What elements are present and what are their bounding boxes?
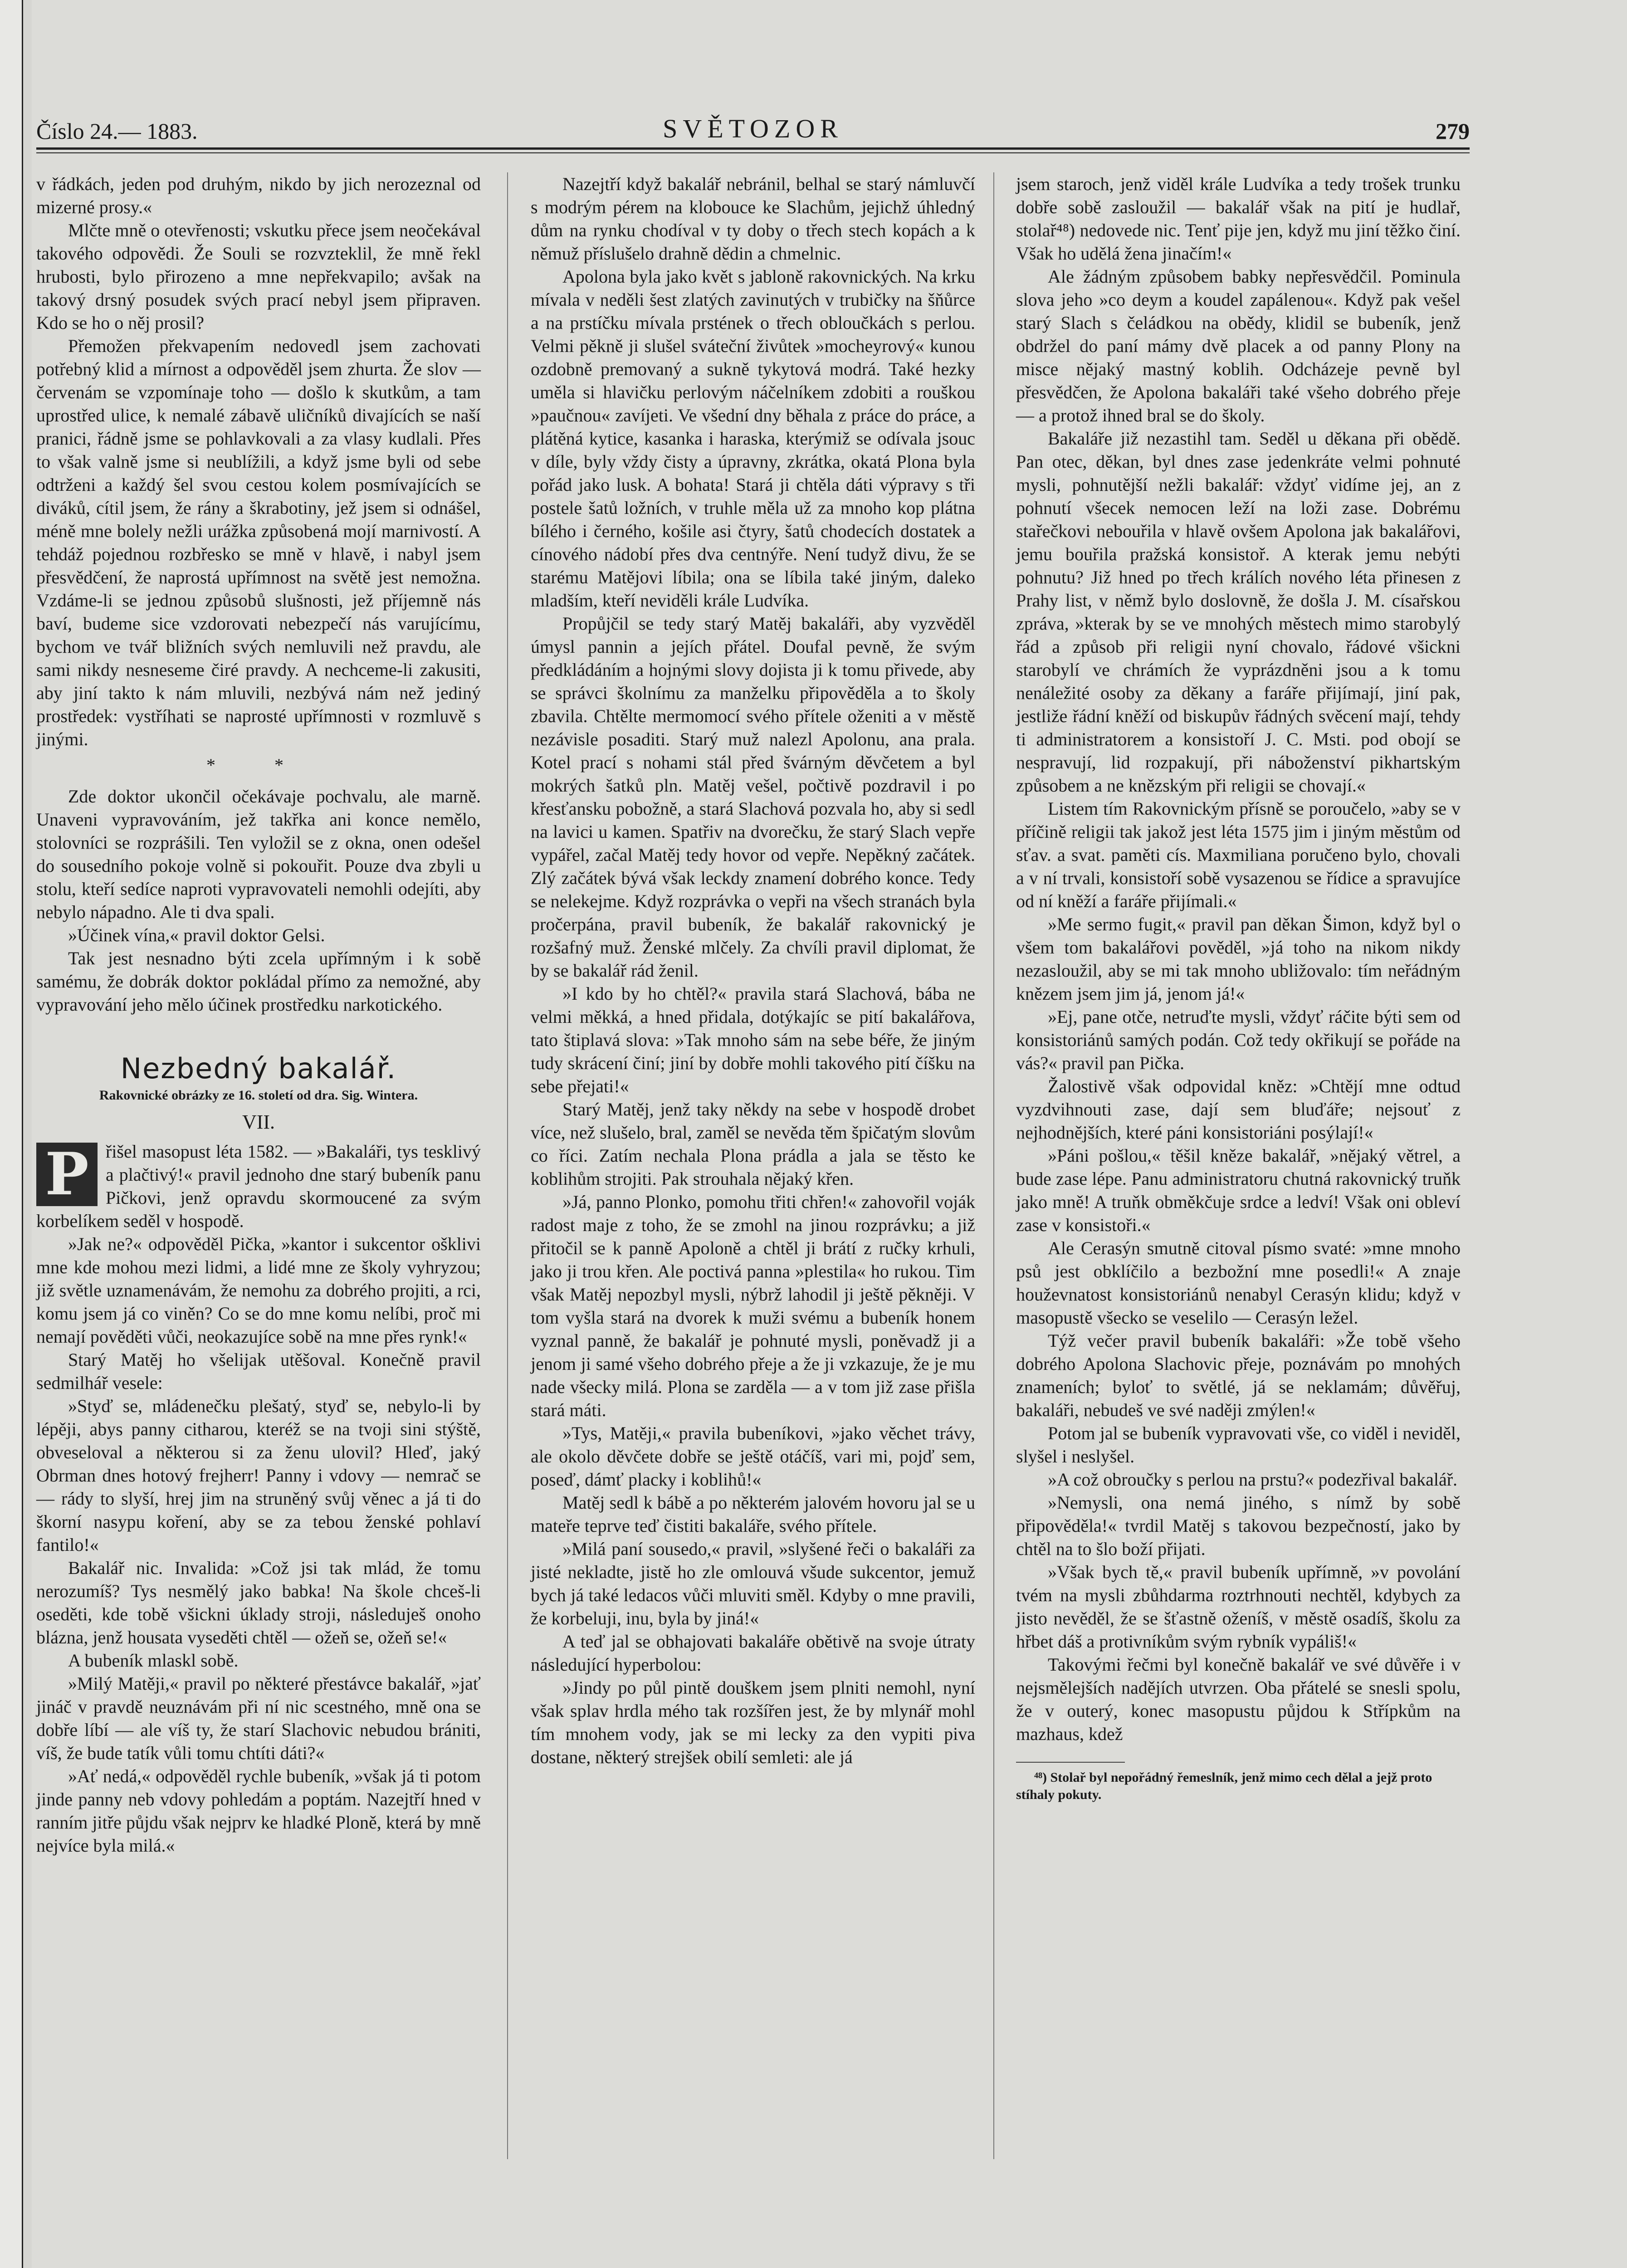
column-divider — [507, 172, 508, 2159]
paragraph: A teď jal se obhajovati bakaláře obětivě na svoje útraty následující hyperbolou: — [531, 1631, 975, 1675]
paragraph: »I kdo by ho chtěl?« pravila stará Slachová, bába ne velmi měkká, a hned přidala, dotýkajíc se pití bakalářova, tato štiplavá slova: »Tak mnoho sám na sebe béře, že jiným tudy skrácení činí; jiní by dobře mohli takového pití číšku na sebe přejati!« — [531, 983, 975, 1096]
paragraph: Ale Cerasýn smutně citoval písmo svaté: »mne mnoho psů jest obklíčilo a bezbožní mne posedli!« A znaje houževnatost konsistoriánů nenabyl Cerasýn klidu; když v masopustě všecko se veselilo — Cerasýn ležel. — [1016, 1238, 1461, 1328]
issue-label: Číslo 24.— 1883. — [36, 118, 198, 144]
paragraph: »Jak ne?« odpověděl Pička, »kantor i sukcentor ošklivi mne kde mohou mezi lidmi, a lidé mne ze školy vyhryzou; již světle uznamenávám, že nemohu za dobrého projiti, a rci, komu jsem já co viněn? Co se do mne komu nelíbi, proč mi nemají pověděti vůči, neokazujíce sobě na mne přes rynk!« — [36, 1234, 481, 1347]
footnote-rule — [1016, 1762, 1125, 1763]
column-3 — [1016, 172, 1461, 1804]
paragraph: Matěj sedl k bábě a po některém jalovém hovoru jal se u mateře teprve teď čistiti bakaláře, svého přítele. — [531, 1492, 975, 1536]
paragraph: »Ať nedá,« odpověděl rychle bubeník, »však já ti potom jinde panny neb vdovy pohledám a poptám. Nazejtří hned v ranním jitře půjdu však nejprv ke hladké Ploně, která by mně nejvíce byla milá.« — [36, 1766, 481, 1856]
paragraph: Listem tím Rakovnickým přísně se poroučelo, »aby se v příčině religii tak jakož jest léta 1575 jim i jiným městům od sťav. a svat. paměti cís. Maxmiliana poručeno bylo, chovali a v ní trvali, konsistoří sobě vysazenou se řídice a spravujíce od ní kněží a faráře přijímali.« — [1016, 798, 1461, 911]
paragraph: Ale žádným způsobem babky nepřesvědčil. Pominula slova jeho »co deym a koudel zapálenou«. Když pak vešel starý Slach s čeládkou na obědy, klidil se bubeník, jenž obdržel do paní mámy dvě placek a od panny Plony na misce nějaký mastný koblih. Odcházeje pevně byl přesvědčen, že Apolona bakaláři také všeho dobrého přeje — a protož ihned bral se do školy. — [1016, 266, 1461, 425]
paragraph: »Nemysli, ona nemá jiného, s nímž by sobě připověděla!« tvrdil Matěj s takovou bezpečností, jako by chtěl na to šlo boží přijati. — [1016, 1492, 1461, 1559]
column-2 — [531, 172, 975, 1769]
paragraph: Apolona byla jako květ s jabloně rakovnických. Na krku mívala v neděli šest zlatých zavinutých v trubičky na šňůrce a na prstíčku mívala prstének o třech obloučkách s perlou. Velmi pěkně ji slušel sváteční živůtek »mocheyrový« kunou ozdobně premovaný a sukně tykytová modrá. Také hezky uměla si hlavičku perlovým náčelníkem zdobiti a rouškou »paučnou« zavíjeti. Ve všední dny běhala z práce do práce, a plátěná kytice, kasanka i haraska, kterýmiž se odívala jsouc v díle, byly vždy čisty a úpravny, zkrátka, okatá Plona byla pořád jako lusk. A bohata! Stará ji chtěla dáti výpravy s tři postele šatů ložních, v truhle měla už za mnoho kop plátna bílého i černého, košile asi čtyry, šatů chodecích dostatek a cínového nádobí přes dva centnýře. Není tudyž divu, že se starému Matějovi líbila; ona se líbila také jiným, daleko mladším, kteří neviděli krále Ludvíka. — [531, 266, 975, 611]
section-break: * * — [206, 755, 311, 775]
paragraph: »Me sermo fugit,« pravil pan děkan Šimon, když byl o všem tom bakalářovi pověděl, »já toho na nikom nikdy nezasloužil, aby se mi tak mnoho ubližovalo: tím neřádným knězem jsem jim já, jenom já!« — [1016, 914, 1461, 1004]
paragraph: Bakalář nic. Invalida: »Což jsi tak mlád, že tomu nerozumíš? Tys nesmělý jako babka! Na škole chceš-li oseděti, kde tobě všickni úklady stroji, následuješ onoho blázna, jenž housata vyseděti chtěl — ožeň se, ožeň se!« — [36, 1558, 481, 1647]
paragraph: v řádkách, jeden pod druhým, nikdo by jich nerozeznal od mizerné prosy.« — [36, 174, 481, 217]
paragraph: »Účinek vína,« pravil doktor Gelsi. — [68, 925, 325, 945]
paragraph: Takovými řečmi byl konečně bakalář ve své důvěře i v nejsmělejších nadějích utvrzen. Oba přátelé se snesli spolu, že v outerý, konec masopustu půjdou k Střípkům na mazhaus, kdež — [1016, 1654, 1461, 1744]
page-number: 279 — [1436, 118, 1470, 144]
paragraph: »Páni pošlou,« těšil kněze bakalář, »nějaký větrel, a bude zase lépe. Panu administratoru chutná rakovnický truňk jako mně! A truňk obměkčuje srdce a ledví! Však oni obleví zase v konsistoři.« — [1016, 1145, 1461, 1235]
magazine-title: SVĚTOZOR — [663, 114, 843, 143]
column-1 — [36, 172, 481, 1857]
column-divider — [993, 172, 994, 2159]
paragraph: Zde doktor ukončil očekávaje pochvalu, ale marně. Unaveni vypravováním, jež takřka ani konce nemělo, stolovníci se rozprášili. Ten vyložil se z okna, onen odešel do sousedního pokoje volně si pokouřit. Pouze dva zbyli u stolu, kteří sedíce naproti vypravovateli nemohli odejíti, aby nebylo nápadno. Ale ti dva spali. — [36, 786, 481, 922]
paragraph: A bubeník mlaskl sobě. — [68, 1650, 239, 1671]
paragraph: »Ej, pane otče, netruďte mysli, vždyť ráčite býti sem od konsistoriánů samých podán. Což tedy okřikují se pořáde na vás?« pravil pan Pička. — [1016, 1007, 1461, 1073]
paragraph: Potom jal se bubeník vypravovati vše, co viděl i neviděl, slyšel i neslyšel. — [1016, 1423, 1461, 1466]
paragraph: »Jindy po půl pintě douškem jsem plniti nemohl, nyní však splav hrdla mého tak rozšířen jest, že by mlynář mohl tím mnohem vody, jak se mi lecky za den vypiti piva dostane, některý strejšek obilí semleti: ale já — [531, 1677, 975, 1767]
paragraph: Žalostivě však odpovidal kněz: »Chtějí mne odtud vyzdvihnouti zase, dají sem bluďáře; nejsouť z nejhodnějších, které páni konsistoriáni posýlají!« — [1016, 1076, 1461, 1143]
paragraph: Starý Matěj ho všelijak utěšoval. Konečně pravil sedmilhář vesele: — [36, 1349, 481, 1393]
header-rule-thick — [36, 147, 1470, 150]
paragraph: »Styď se, mládenečku plešatý, styď se, nebylo-li by lépěji, abys panny citharou, kteréž se na tvoji sini stýště, obveseloval a některou si za ženu ulovil? Hleď, jaký Obrman dnes hotový frejherr! Panny i vdovy — nemrač se — rády to slyší, hrej jim na struněný svůj věnec a já ti do škorní nasypu koření, aby se za tebou ženské pohlaví fantilo!« — [36, 1396, 481, 1555]
paragraph: Týž večer pravil bubeník bakaláři: »Že tobě všeho dobrého Apolona Slachovic přeje, poznávám po mnohých znameních; byloť to světlé, já se neklamám; důvěřuj, bakaláři, nebudeš ve své naději zmýlen!« — [1016, 1330, 1461, 1420]
story-subtitle: Rakovnické obrázky ze 16. století od dra. Sig. Wintera. — [99, 1088, 418, 1103]
paragraph: Bakaláře již nezastihl tam. Seděl u děkana při obědě. Pan otec, děkan, byl dnes zase jedenkráte velmi pohnuté mysli, pohnutější nežli bakalář: vždyť vidíme jej, an z pohnutí všecek nemocen leží na loži zase. Dobrému stařečkovi nebouřila v hlavě ovšem Apolona jak bakalářovi, jemu bouřila pražská konsistoř. A kterak jemu nebýti pohnutu? Již hned po třech králích nového léta přinesen z Prahy list, v němž bylo doslovně, že došla J. M. císařskou zpráva, »kterak by se ve mnohých městech mimo starobylý řád a způsob při religii nyní chovalo, řádové všickni starobylí ve chrámích že vyprázdněni jsou a k tomu nenáležité osoby za děkany a faráře přijímají, jiní pak, jestliže řádní kněží od biskupův řádných svěcení mají, tehdy ti administratorem a konsistoří J. C. Msti. pod obojí se nespravují, lid rozpakují, při náboženství pikhartským způsobem a ne knězským při religii se chovají.« — [1016, 428, 1461, 796]
paragraph: Starý Matěj, jenž taky někdy na sebe v hospodě drobet více, než slušelo, bral, zaměl se nevěda těm špičatým slovům co říci. Zatím nechala Plona prádla a jala se těsto ke koblihům strojiti. Pak strouhala nějaký křen. — [531, 1099, 975, 1189]
paragraph: »Milý Matěji,« pravil po některé přestávce bakalář, »jať jináč v pravdě neuznávám při ní nic scestného, mně ona se dobře líbí — ale víš ty, že starí Slachovic nebudou brániti, víš, že bude tatík vůli tomu chtíti dáti?« — [36, 1673, 481, 1763]
dropcap-initial: P — [36, 1143, 98, 1206]
paragraph — [36, 1140, 481, 1232]
paragraph: Tak jest nesnadno býti zcela upřímným i k sobě samému, že dobrák doktor pokládal přímo za nemožné, aby vypravování jeho mělo účinek prostředku narkotického. — [36, 948, 481, 1015]
paragraph: »A což obroučky s perlou na prstu?« podezřival bakalář. — [1048, 1469, 1458, 1490]
paragraph: »Já, panno Plonko, pomohu třiti chřen!« zahovořil voják radost maje z toho, že se zmohl na jinou rozprávku; a již přitočil se k panně Apoloně a chtěl ji brátí z ručky krhuli, jako ji trou křen. Ale poctivá panna »plestila« ho rukou. Tim však Matěj nepozbyl mysli, nýbrž lahodil ji ještě pěkněji. V tom vyšla stará na dvorek k muži svému a bubeník honem vyznal panně, že bakalář je pohnuté mysli, poněvadž ji a jenom ji samé všeho dobrého přeje a že ji vzkazuje, že je mu nade všecky milá. Plona se zarděla — a v tom již zase přišla stará máti. — [531, 1192, 975, 1420]
header-rule-thin — [36, 152, 1470, 153]
footnote: ⁴⁸) Stolař byl nepořádný řemeslník, jenž mimo cech dělal a jejž proto stíhaly pokuty. — [1016, 1770, 1432, 1802]
chapter-number: VII. — [242, 1111, 275, 1133]
paragraph: »Milá paní sousedo,« pravil, »slyšené řeči o bakaláři za jisté nekladte, jistě ho zle omlouvá všude sukcentor, jemuž bych já také ledacos vůči mluviti směl. Kdyby o mne pravili, že korbeluji, inu, byla by jiná!« — [531, 1539, 975, 1628]
paragraph: »Tys, Matěji,« pravila bubeníkovi, »jako věchet trávy, ale okolo děvčete dobře se ještě otáčíš, vari mi, pojď sem, poseď, dámť placky i koblihů!« — [531, 1423, 975, 1490]
paragraph: Nazejtří když bakalář nebránil, belhal se starý námluvčí s modrým pérem na klobouce ke Slachům, jejichž úhledný dům na rynku chodíval v ty doby o třech stech kopách a k němuž příslušelo drahně dědin a chmelnic. — [531, 174, 975, 264]
paragraph: jsem staroch, jenž viděl krále Ludvíka a tedy trošek trunku dobře sobě zasloužil — bakalář však na pití je hudlař, stolař⁴⁸) nedovede nic. Tenť pije jen, když mu jiní těžko činí. Však ho udělá žena jinačím!« — [1016, 174, 1461, 264]
paragraph: »Však bych tě,« pravil bubeník upřímně, »v povolání tvém na mysli zbůhdarma roztrhnouti nechtěl, kdybych za jisto nevěděl, že se šťastně oženíš, v městě osadíš, školu za hřbet dáš a protivníkům svým rybník vypáliš!« — [1016, 1562, 1461, 1652]
story-title: Nezbedný bakalář. — [120, 1052, 397, 1085]
paragraph-text: řišel masopust léta 1582. — »Bakaláři, tys tesklivý a plačtivý!« pravil jednoho dne starý bubeník panu Pičkovi, jenž opravdu skormoucené za svým korbelíkem seděl v hospodě. — [36, 1141, 481, 1231]
paragraph: Mlčte mně o otevřenosti; vskutku přece jsem neočekával takového odpovědi. Že Souli se rozvzteklil, že mně řekl hrubosti, bylo přirozeno a mne nepřekvapilo; avšak na takový drsný posudek svých prací nebyl jsem připraven. Kdo se ho o něj prosil? — [36, 220, 481, 333]
paragraph: Přemožen překvapením nedovedl jsem zachovati potřebný klid a mírnost a odpověděl jsem zhurta. Že slov — červenám se vzpomínaje toho — došlo k skutkům, a tam uprostřed ulice, k nemalé zábavě uličníků divajících se naší pranici, řádně jsme se pohlavkovali a za vlasy kudlali. Přes to však valně jsme si neublížili, a když jsme byli od sebe odtrženi a každý šel svou cestou kolem posmívajících se diváků, cítil jsem, že rány a škrabotiny, jež jsem si odnášel, méně mne bolely nežli urážka způsobená mojí marnivostí. A tehdáž pojednou rozbřesko se mně v hlavě, i nabyl jsem přesvědčení, že naprostá upřímnost na světě jest nemožna. Vzdáme-li se jednou způsobů slušnosti, jež příjemně nás baví, budeme sice vzdorovati nebezpečí nás varujícímu, bychom ve tvář bližních svých nemluvili než pravdu, ale sami nikdy nesneseme čiré pravdy. A nechceme-li zakusiti, aby jiní takto k nám mluvili, nezbývá nám než jediný prostředek: vystříhati se naprosté upřímnosti v rozmluvě s jinými. — [36, 336, 481, 749]
scan-left-edge — [0, 0, 23, 2268]
paragraph: Propůjčil se tedy starý Matěj bakaláři, aby vyzvěděl úmysl pannin a jejích přátel. Doufal pevně, že svým předkládáním a hojnými slovy dojista ji k tomu přivede, aby se správci školnímu za manželku připověděla a to školy zbavila. Chtělte mermomocí svého přítele oženiti a v městě nezávisle posaditi. Starý muž nalezl Apolonu, ana prala. Kotel prací s nohami stál před švárným děvčetem a byl mokrých šatků pln. Matěj vešel, počtivě pozdravil i po křesťansku pobožně, a stará Slachová pozvala ho, aby si sedl na lavici u kamen. Spatřiv na dvorečku, že starý Slach vepře vypářel, začal Matěj tedy hovor od vepře. Nepěkný začátek. Zlý začátek bývá však leckdy znamení dobrého konce. Tedy se nelekejme. Když rozprávka o vepři na všech stranách byla pročerpána, pravil bubeník, že bakalář rakovnický je rozšafný muž. Ženské mlčely. Za chvíli pravil diplomat, že by se bakalář rád ženil. — [531, 613, 975, 981]
